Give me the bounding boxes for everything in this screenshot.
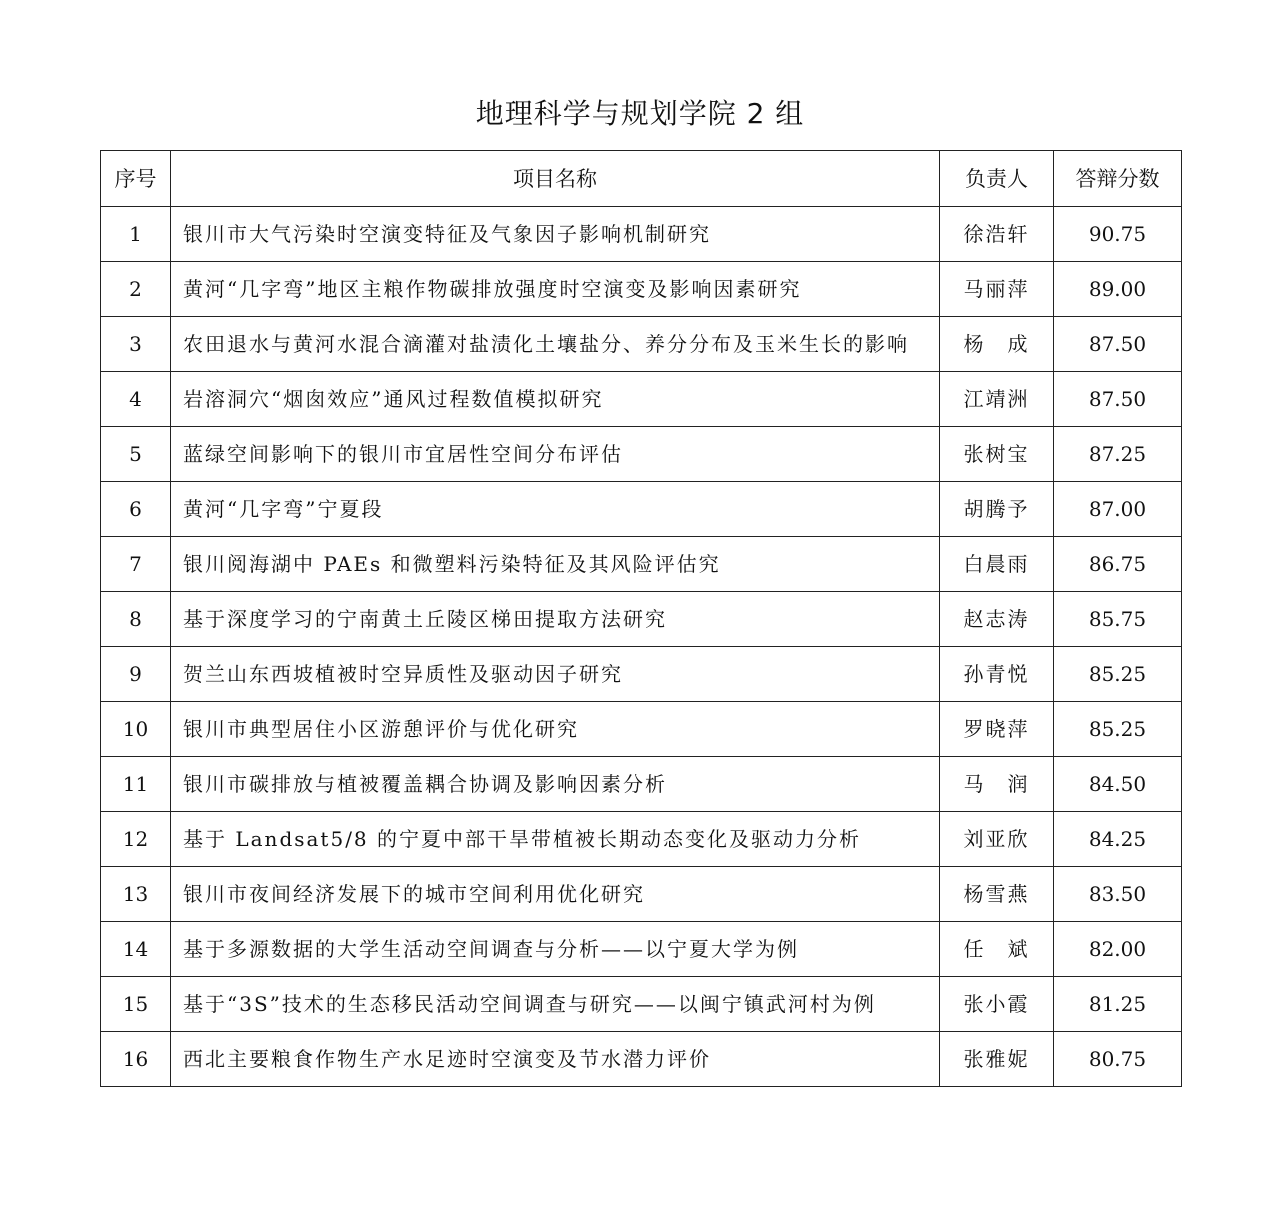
row-score: 90.75 xyxy=(1054,207,1182,262)
table-row xyxy=(101,372,1182,427)
row-score: 87.00 xyxy=(1054,482,1182,537)
row-leader: 马 润 xyxy=(940,757,1054,812)
results-table xyxy=(100,150,1182,1087)
row-index: 11 xyxy=(101,757,171,812)
row-leader: 任 斌 xyxy=(940,922,1054,977)
table-row xyxy=(101,977,1182,1032)
row-project-name: 基于“3S”技术的生态移民活动空间调查与研究——以闽宁镇武河村为例 xyxy=(171,977,940,1032)
row-index: 9 xyxy=(101,647,171,702)
row-score: 85.25 xyxy=(1054,702,1182,757)
row-leader: 张小霞 xyxy=(940,977,1054,1032)
table-row xyxy=(101,757,1182,812)
row-leader: 江靖洲 xyxy=(940,372,1054,427)
row-leader: 徐浩轩 xyxy=(940,207,1054,262)
row-index: 1 xyxy=(101,207,171,262)
row-leader: 赵志涛 xyxy=(940,592,1054,647)
row-leader: 杨雪燕 xyxy=(940,867,1054,922)
header-leader: 负责人 xyxy=(940,151,1054,207)
row-score: 82.00 xyxy=(1054,922,1182,977)
row-score: 87.25 xyxy=(1054,427,1182,482)
row-index: 16 xyxy=(101,1032,171,1087)
table-row xyxy=(101,427,1182,482)
row-index: 5 xyxy=(101,427,171,482)
row-leader: 罗晓萍 xyxy=(940,702,1054,757)
row-project-name: 银川市大气污染时空演变特征及气象因子影响机制研究 xyxy=(171,207,940,262)
header-project-name: 项目名称 xyxy=(171,151,940,207)
row-project-name: 银川市夜间经济发展下的城市空间利用优化研究 xyxy=(171,867,940,922)
table-row xyxy=(101,867,1182,922)
header-index: 序号 xyxy=(101,151,171,207)
row-score: 80.75 xyxy=(1054,1032,1182,1087)
row-index: 7 xyxy=(101,537,171,592)
row-leader: 张树宝 xyxy=(940,427,1054,482)
row-project-name: 西北主要粮食作物生产水足迹时空演变及节水潜力评价 xyxy=(171,1032,940,1087)
table-row xyxy=(101,482,1182,537)
row-project-name: 岩溶洞穴“烟囱效应”通风过程数值模拟研究 xyxy=(171,372,940,427)
row-index: 2 xyxy=(101,262,171,317)
row-index: 12 xyxy=(101,812,171,867)
row-score: 81.25 xyxy=(1054,977,1182,1032)
table-row xyxy=(101,592,1182,647)
table-row xyxy=(101,1032,1182,1087)
header-score: 答辩分数 xyxy=(1054,151,1182,207)
row-project-name: 蓝绿空间影响下的银川市宜居性空间分布评估 xyxy=(171,427,940,482)
row-score: 84.50 xyxy=(1054,757,1182,812)
results-table-container xyxy=(100,150,1181,1087)
table-row xyxy=(101,317,1182,372)
row-leader: 刘亚欣 xyxy=(940,812,1054,867)
row-score: 86.75 xyxy=(1054,537,1182,592)
row-leader: 孙青悦 xyxy=(940,647,1054,702)
row-score: 85.25 xyxy=(1054,647,1182,702)
table-row xyxy=(101,702,1182,757)
row-leader: 马丽萍 xyxy=(940,262,1054,317)
row-project-name: 黄河“几字弯”地区主粮作物碳排放强度时空演变及影响因素研究 xyxy=(171,262,940,317)
row-leader: 杨 成 xyxy=(940,317,1054,372)
table-row xyxy=(101,922,1182,977)
table-row xyxy=(101,207,1182,262)
row-leader: 胡腾予 xyxy=(940,482,1054,537)
table-row xyxy=(101,262,1182,317)
row-score: 83.50 xyxy=(1054,867,1182,922)
table-row xyxy=(101,647,1182,702)
row-project-name: 银川市典型居住小区游憩评价与优化研究 xyxy=(171,702,940,757)
row-index: 10 xyxy=(101,702,171,757)
row-index: 8 xyxy=(101,592,171,647)
row-score: 87.50 xyxy=(1054,372,1182,427)
row-project-name: 基于 Landsat5/8 的宁夏中部干旱带植被长期动态变化及驱动力分析 xyxy=(171,812,940,867)
table-header-row xyxy=(101,151,1182,207)
row-project-name: 基于深度学习的宁南黄土丘陵区梯田提取方法研究 xyxy=(171,592,940,647)
row-index: 15 xyxy=(101,977,171,1032)
row-score: 84.25 xyxy=(1054,812,1182,867)
row-leader: 张雅妮 xyxy=(940,1032,1054,1087)
row-score: 87.50 xyxy=(1054,317,1182,372)
row-index: 14 xyxy=(101,922,171,977)
table-row xyxy=(101,812,1182,867)
row-project-name: 黄河“几字弯”宁夏段 xyxy=(171,482,940,537)
row-project-name: 基于多源数据的大学生活动空间调查与分析——以宁夏大学为例 xyxy=(171,922,940,977)
row-leader: 白晨雨 xyxy=(940,537,1054,592)
row-project-name: 贺兰山东西坡植被时空异质性及驱动因子研究 xyxy=(171,647,940,702)
row-index: 13 xyxy=(101,867,171,922)
row-index: 4 xyxy=(101,372,171,427)
row-score: 85.75 xyxy=(1054,592,1182,647)
row-project-name: 银川市碳排放与植被覆盖耦合协调及影响因素分析 xyxy=(171,757,940,812)
page-title: 地理科学与规划学院 2 组 xyxy=(475,97,805,130)
row-score: 89.00 xyxy=(1054,262,1182,317)
table-row xyxy=(101,537,1182,592)
row-index: 6 xyxy=(101,482,171,537)
row-project-name: 银川阅海湖中 PAEs 和微塑料污染特征及其风险评估究 xyxy=(171,537,940,592)
row-index: 3 xyxy=(101,317,171,372)
row-project-name: 农田退水与黄河水混合滴灌对盐渍化土壤盐分、养分分布及玉米生长的影响 xyxy=(171,317,940,372)
